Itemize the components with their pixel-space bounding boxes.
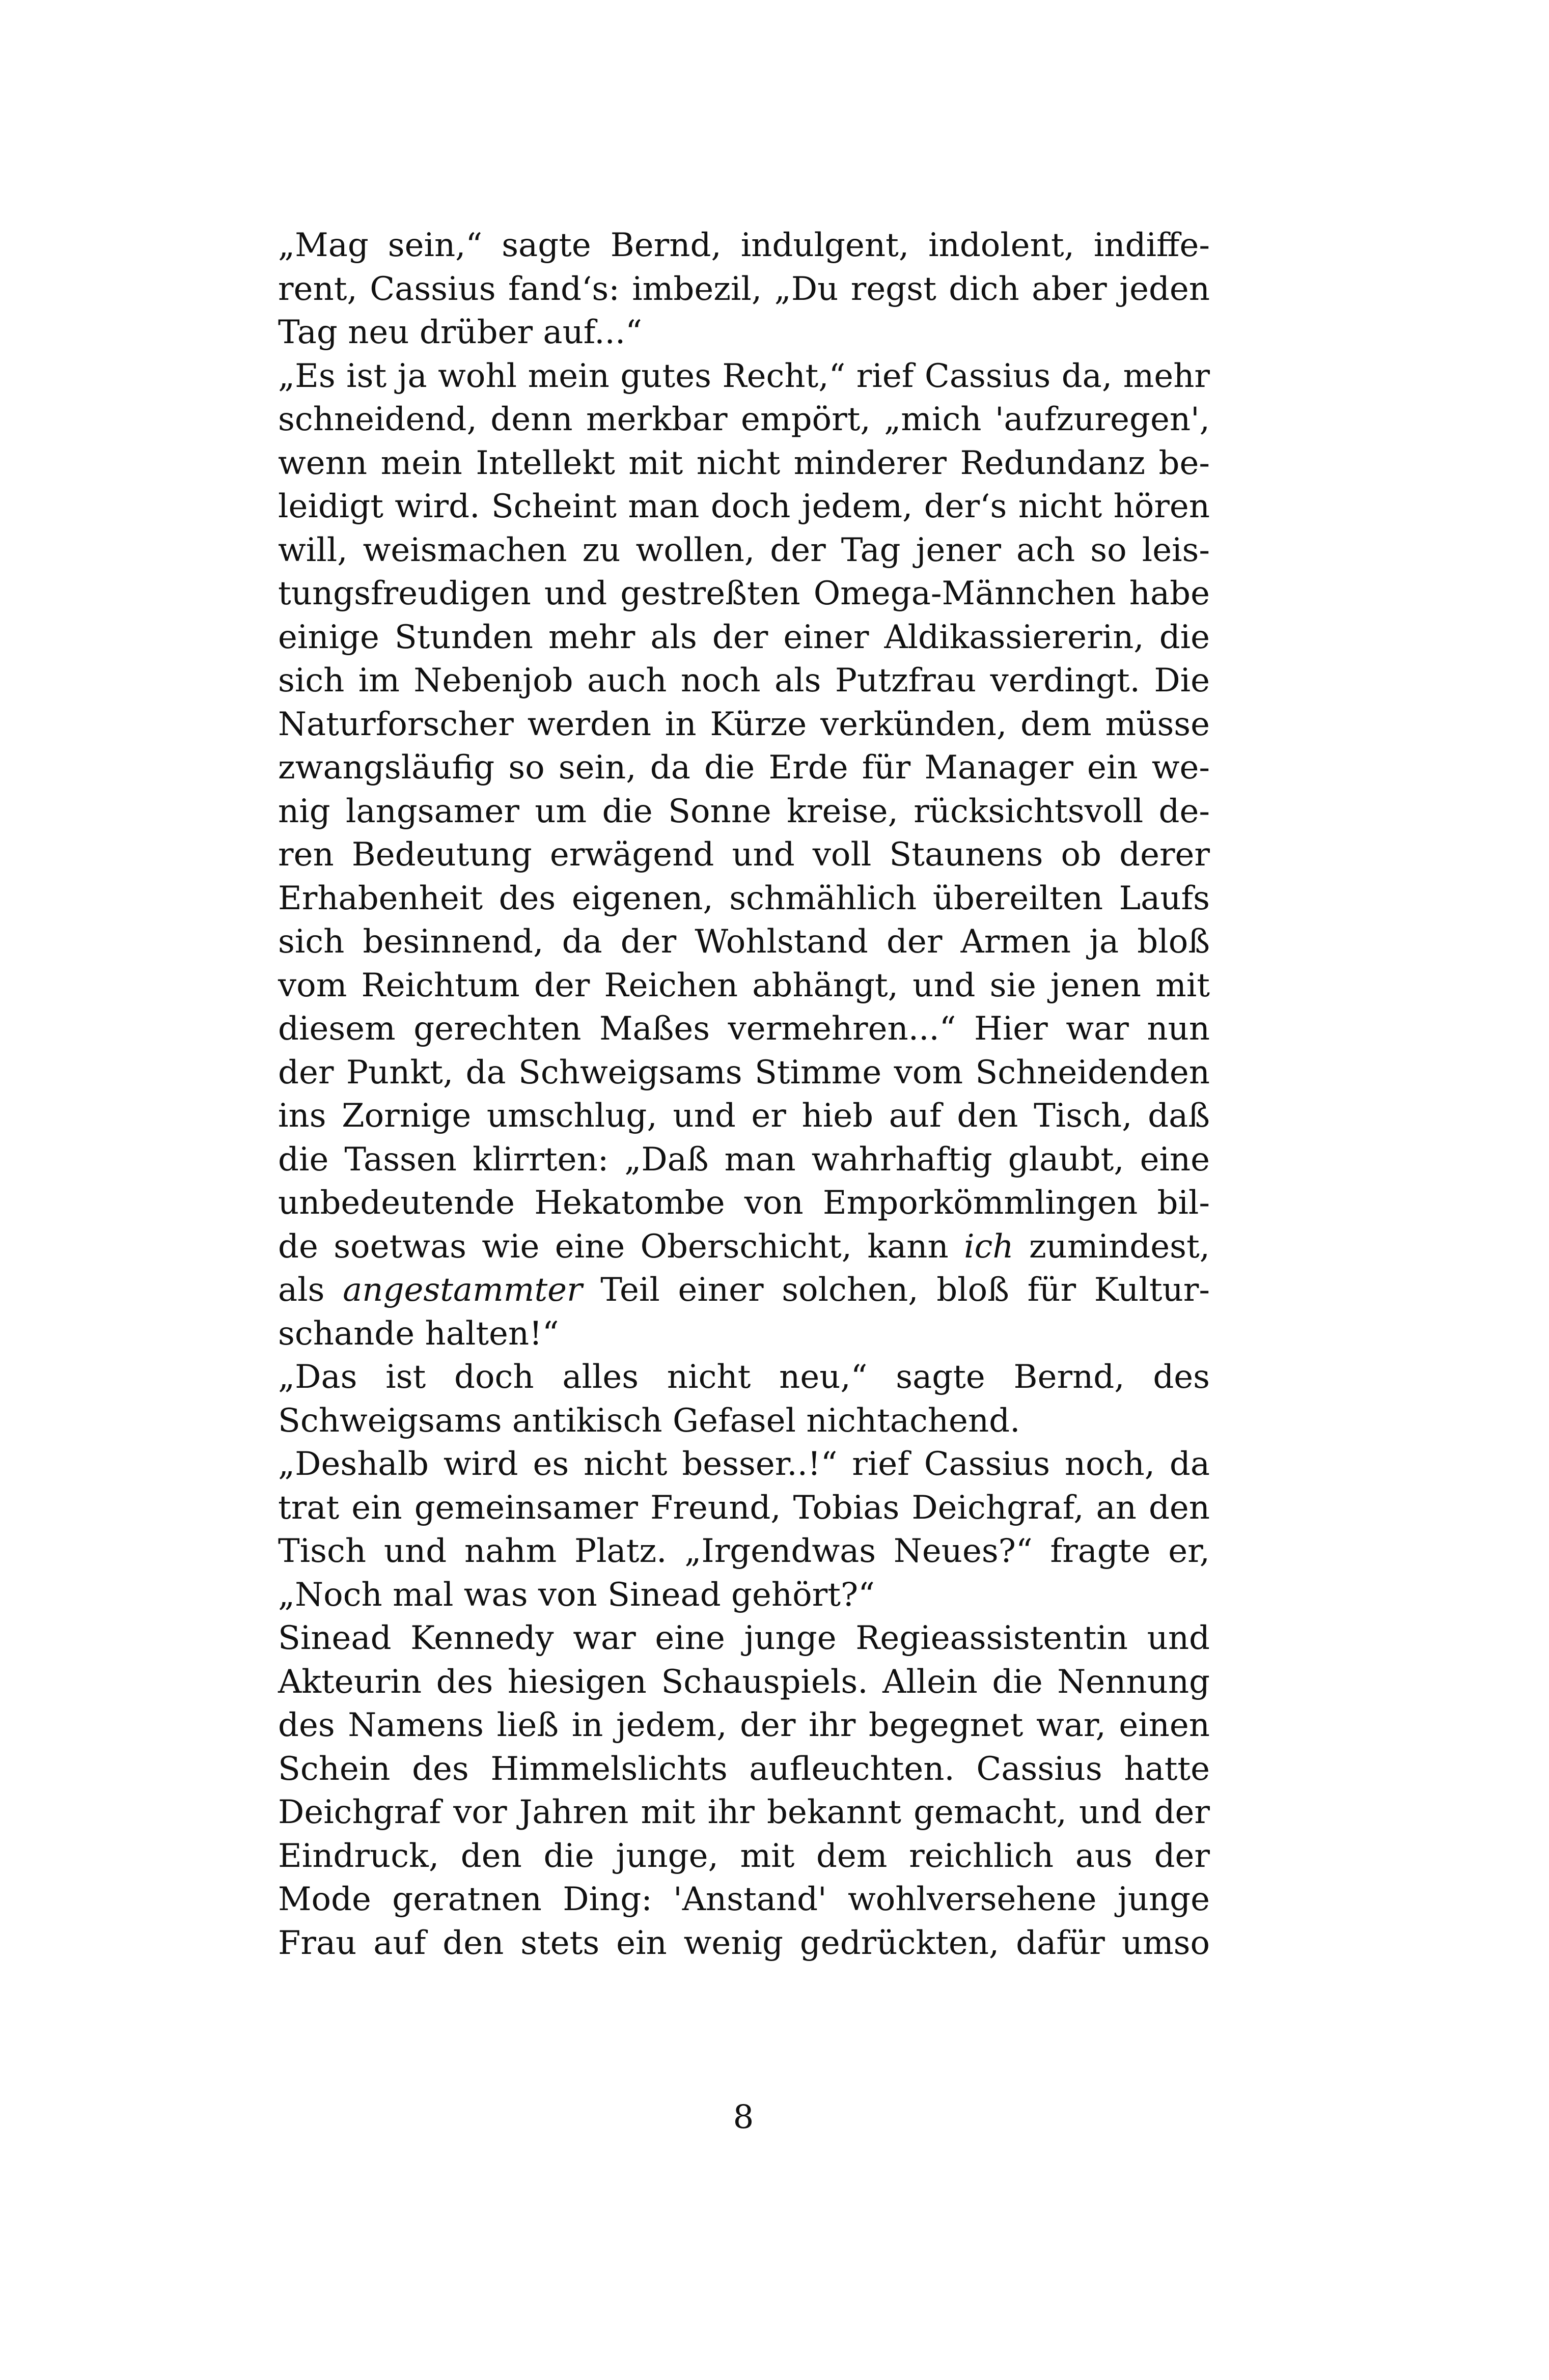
text-line: der Punkt, da Schweigsams Stimme vom Schneidenden: [278, 1053, 1210, 1091]
text-line: trat ein gemeinsamer Freund, Tobias Deichgraf, an den: [278, 1489, 1210, 1527]
text-line: Tag neu drüber auf...“: [278, 314, 642, 351]
text-line: „Das ist doch alles nicht neu,“ sagte Bernd, des: [278, 1358, 1210, 1396]
text-line: wenn mein Intellekt mit nicht minderer Redundanz be-: [278, 444, 1210, 482]
text-line: Schweigsams antikisch Gefasel nichtachend.: [278, 1402, 1020, 1440]
emphasized-word: ich: [964, 1227, 1014, 1266]
text-line: ren Bedeutung erwägend und voll Staunens ob derer: [278, 836, 1210, 874]
text-line: Frau auf den stets ein wenig gedrückten, dafür umso: [278, 1924, 1210, 1962]
text-line: will, weismachen zu wollen, der Tag jener ach so leis-: [278, 531, 1210, 569]
text-line: nig langsamer um die Sonne kreise, rücksichtsvoll de-: [278, 792, 1210, 830]
text-line: schneidend, denn merkbar empört, „mich 'aufzuregen',: [278, 401, 1210, 438]
page-number: 8: [733, 2098, 754, 2136]
text-line: Erhabenheit des eigenen, schmählich übereilten Laufs: [278, 879, 1210, 917]
text-line: „Deshalb wird es nicht besser..!“ rief Cassius noch, da: [278, 1445, 1210, 1483]
text-line: „Es ist ja wohl mein gutes Recht,“ rief Cassius da, mehr: [278, 357, 1210, 395]
text-span: als: [278, 1271, 343, 1309]
text-span: zumindest,: [1013, 1227, 1210, 1266]
text-line: die Tassen klirrten: „Daß man wahrhaftig glaubt, eine: [278, 1140, 1210, 1179]
text-line: Sinead Kennedy war eine junge Regieassistentin und: [278, 1619, 1210, 1657]
text-span: Teil einer solchen, bloß für Kultur-: [582, 1271, 1210, 1309]
text-line: „Mag sein,“ sagte Bernd, indulgent, indolent, indiffe-: [278, 227, 1210, 264]
text-line: tungsfreudigen und gestreßten Omega-Männchen habe: [278, 575, 1210, 612]
text-line: Deichgraf vor Jahren mit ihr bekannt gemacht, und der: [278, 1794, 1210, 1831]
text-line: [278, 1269, 1210, 1312]
text-line: schande halten!“: [278, 1314, 559, 1353]
text-line: unbedeutende Hekatombe von Emporkömmlingen bil-: [278, 1184, 1210, 1222]
text-line: „Noch mal was von Sinead gehört?“: [278, 1576, 875, 1614]
text-line: vom Reichtum der Reichen abhängt, und sie jenen mit: [278, 966, 1210, 1004]
text-line: Eindruck, den die junge, mit dem reichlich aus der: [278, 1837, 1210, 1875]
text-line: rent, Cassius fand‘s: imbezil, „Du regst dich aber jeden: [278, 270, 1210, 308]
text-line: Mode geratnen Ding: 'Anstand' wohlversehene junge: [278, 1881, 1210, 1918]
text-span: de soetwas wie eine Oberschicht, kann: [278, 1227, 964, 1266]
text-line: Tisch und nahm Platz. „Irgendwas Neues?“ fragte er,: [278, 1532, 1210, 1570]
text-line: des Namens ließ in jedem, der ihr begegnet war, einen: [278, 1706, 1210, 1744]
text-line: Akteurin des hiesigen Schauspiels. Allein die Nennung: [278, 1663, 1210, 1701]
text-line: Naturforscher werden in Kürze verkünden, dem müsse: [278, 705, 1210, 743]
emphasized-word: angestammter: [343, 1271, 583, 1309]
text-line: sich besinnend, da der Wohlstand der Armen ja bloß: [278, 923, 1210, 961]
text-line: [278, 1225, 1210, 1269]
text-line: einige Stunden mehr als der einer Aldikassiererin, die: [278, 618, 1210, 656]
text-line: diesem gerechten Maßes vermehren...“ Hier war nun: [278, 1010, 1210, 1048]
text-line: sich im Nebenjob auch noch als Putzfrau verdingt. Die: [278, 662, 1210, 699]
text-line: leidigt wird. Scheint man doch jedem, der‘s nicht hören: [278, 488, 1210, 525]
body-text: [278, 224, 1210, 1965]
text-line: Schein des Himmelslichts aufleuchten. Cassius hatte: [278, 1750, 1210, 1788]
text-line: zwangsläufig so sein, da die Erde für Manager ein we-: [278, 749, 1210, 787]
text-line: ins Zornige umschlug, und er hieb auf den Tisch, daß: [278, 1097, 1210, 1135]
